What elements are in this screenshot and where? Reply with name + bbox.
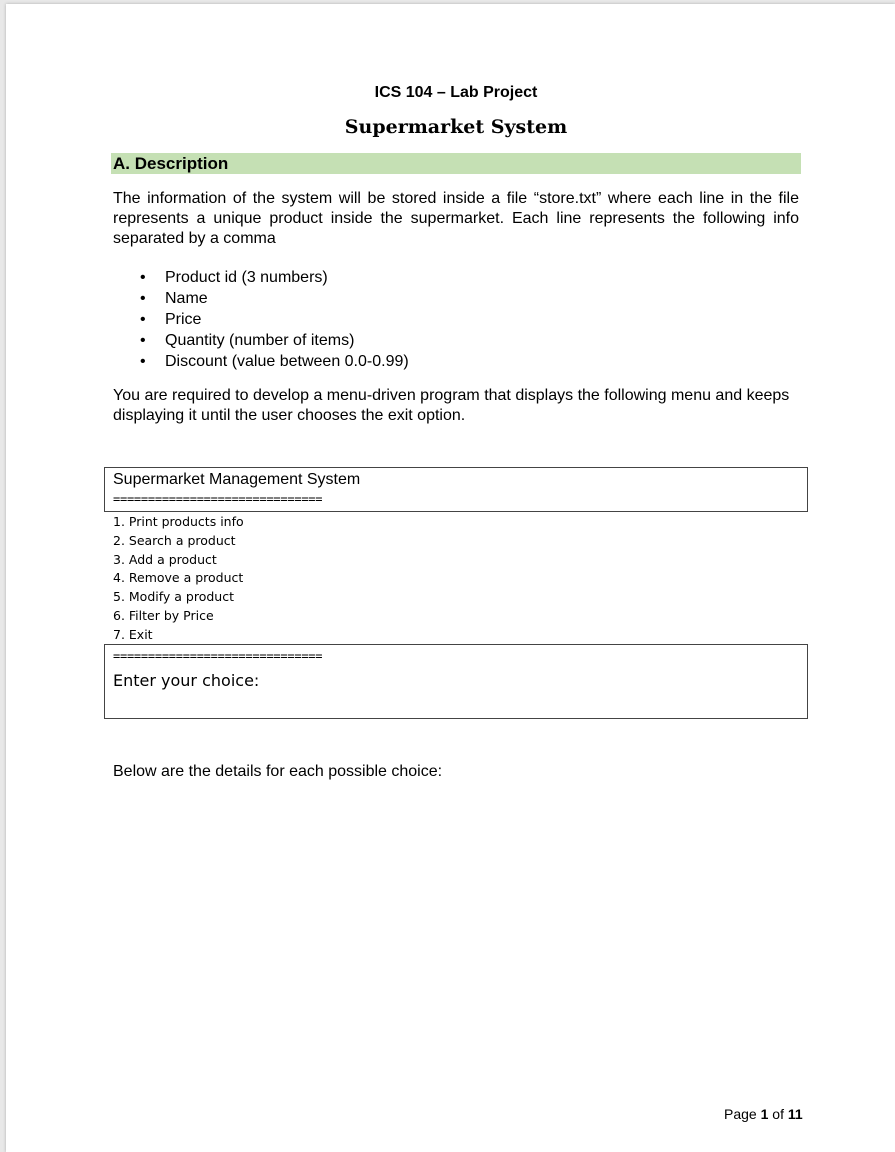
document-title: Supermarket System (344, 116, 568, 138)
choice-prompt: Enter your choice: (113, 671, 260, 690)
menu-option: 2. Search a product (113, 532, 236, 548)
menu-header-box (104, 467, 808, 512)
list-item: • Quantity (number of items) (140, 332, 355, 349)
menu-option: 1. Print products info (113, 514, 244, 529)
bullet-icon: • (140, 353, 146, 370)
menu-option: 5. Modify a product (113, 589, 235, 605)
menu-option: 4. Remove a product (113, 570, 244, 586)
list-item: • Price (140, 311, 202, 328)
requirement-paragraph: You are required to develop a menu-driven program that displays the following menu and keeps displaying it until the user chooses the exit option. (113, 387, 790, 424)
menu-option: 7. Exit (113, 626, 153, 642)
field-list (113, 267, 409, 372)
page-number: Page 1 of 11 (724, 1106, 803, 1122)
menu-option: 3. Add a product (113, 551, 217, 567)
menu-separator-bottom: ============================== (113, 649, 323, 663)
menu-option: 6. Filter by Price (113, 607, 214, 623)
course-title: ICS 104 – Lab Project (374, 84, 538, 101)
bullet-icon: • (140, 311, 146, 328)
document-page (6, 4, 895, 1152)
menu-options (113, 513, 244, 645)
bullet-icon: • (140, 332, 146, 349)
list-item: • Name (140, 290, 208, 307)
bullet-icon: • (140, 269, 146, 286)
bullet-icon: • (140, 290, 146, 307)
list-item: • Product id (3 numbers) (140, 269, 328, 286)
menu-separator-top: ============================== (113, 492, 323, 506)
menu-title: Supermarket Management System (113, 471, 361, 488)
menu-prompt-box (104, 644, 808, 719)
section-heading-description: A. Description (111, 153, 801, 174)
details-intro: Below are the details for each possible choice: (113, 763, 443, 780)
description-paragraph: The information of the system will be stored inside a file “store.txt” where each line in the file represents a unique product inside the supermarket. Each line represents the following info separated by a comma (113, 190, 799, 247)
list-item: • Discount (value between 0.0-0.99) (140, 353, 409, 370)
